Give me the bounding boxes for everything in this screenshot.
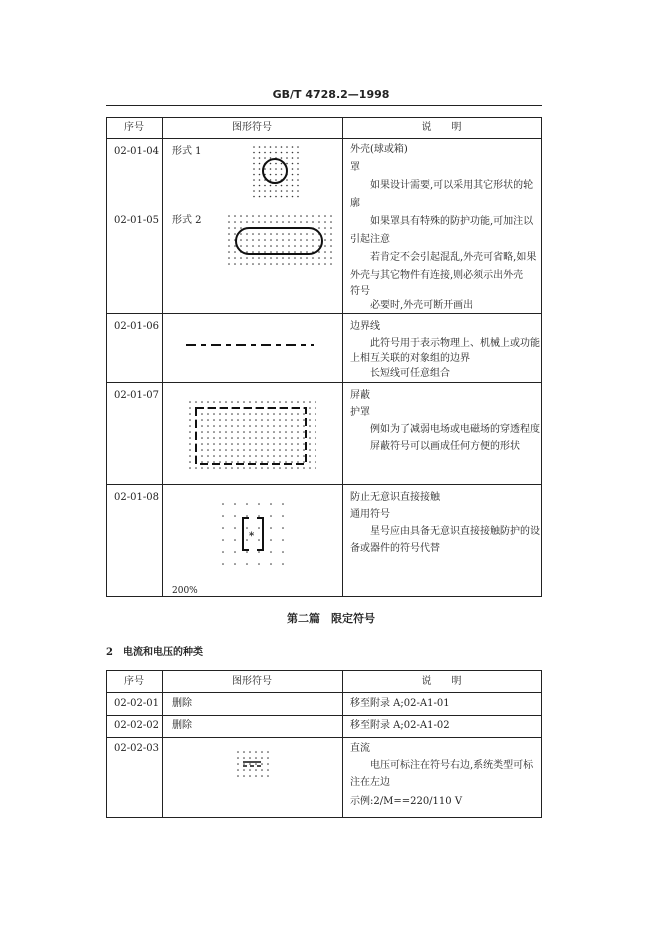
row-number: 02-01-04 <box>114 146 159 157</box>
section-title: 2 电流和电压的种类 <box>106 647 203 658</box>
column-header-symbol: 图形符号 <box>232 676 272 687</box>
form-label: 形式 2 <box>172 215 202 226</box>
description-line: 直流 <box>350 743 370 754</box>
header-rule <box>106 105 542 106</box>
description-line: 示例:2/M==220/110 V <box>350 796 463 807</box>
description-line: 外壳与其它物件有连接,则必须示出外壳 <box>350 270 524 281</box>
star-mark: * <box>249 531 255 542</box>
symbol-cell: 删除 <box>172 698 192 709</box>
description-line: 例如为了减弱电场或电磁场的穿透程度 <box>350 424 540 435</box>
description-line: 此符号用于表示物理上、机械上或功能 <box>350 338 540 349</box>
boundary-line-symbol <box>186 342 316 348</box>
description-line: 长短线可任意组合 <box>350 368 450 379</box>
row-number: 02-01-07 <box>114 390 159 401</box>
shield-symbol <box>186 398 316 472</box>
scale-note: 200% <box>172 586 198 596</box>
document-header: GB/T 4728.2—1998 <box>272 88 390 101</box>
description-line: 注在左边 <box>350 777 390 788</box>
description-line: 罩 <box>350 162 360 173</box>
description-line: 如果罩具有特殊的防护功能,可加注以 <box>350 216 534 227</box>
description-line: 边界线 <box>350 321 380 332</box>
column-header-description: 说 明 <box>421 122 462 133</box>
description-line: 若肯定不会引起混乱,外壳可省略,如果 <box>350 252 537 263</box>
description-line: 移至附录 A;02-A1-01 <box>350 698 450 709</box>
description-line: 外壳(球或箱) <box>350 144 408 155</box>
enclosure-circle-symbol <box>250 143 300 199</box>
symbol-cell: 删除 <box>172 720 192 731</box>
description-line: 廓 <box>350 198 360 209</box>
row-number: 02-02-03 <box>114 743 159 754</box>
description-line: 如果设计需要,可以采用其它形状的轮 <box>350 180 534 191</box>
description-line: 备或器件的符号代替 <box>350 543 440 554</box>
description-line: 上相互关联的对象组的边界 <box>350 353 470 364</box>
description-line: 防止无意识直接接触 <box>350 492 440 503</box>
row-number: 02-01-06 <box>114 321 159 332</box>
description-line: 星号应由具备无意识直接接触防护的设 <box>350 526 540 537</box>
row-number: 02-02-02 <box>114 720 159 731</box>
description-line: 护罩 <box>350 407 370 418</box>
row-number: 02-01-08 <box>114 492 159 503</box>
column-header-number: 序号 <box>124 122 144 133</box>
description-line: 移至附录 A;02-A1-02 <box>350 720 450 731</box>
description-line: 符号 <box>350 286 370 297</box>
direct-current-symbol <box>235 748 271 778</box>
form-label: 形式 1 <box>172 146 202 157</box>
part-title: 第二篇 限定符号 <box>287 612 375 625</box>
description-line: 电压可标注在符号右边,系统类型可标 <box>350 760 534 771</box>
description-line: 通用符号 <box>350 509 390 520</box>
column-header-number: 序号 <box>124 676 144 687</box>
description-line: 必要时,外壳可断开画出 <box>350 300 474 311</box>
row-number: 02-01-05 <box>114 215 159 226</box>
description-line: 屏蔽 <box>350 390 370 401</box>
enclosure-rounded-symbol <box>226 212 332 270</box>
column-header-description: 说 明 <box>421 676 462 687</box>
description-line: 引起注意 <box>350 234 390 245</box>
description-line: 屏蔽符号可以画成任何方便的形状 <box>350 441 520 452</box>
row-number: 02-02-01 <box>114 698 159 709</box>
column-header-symbol: 图形符号 <box>232 122 272 133</box>
